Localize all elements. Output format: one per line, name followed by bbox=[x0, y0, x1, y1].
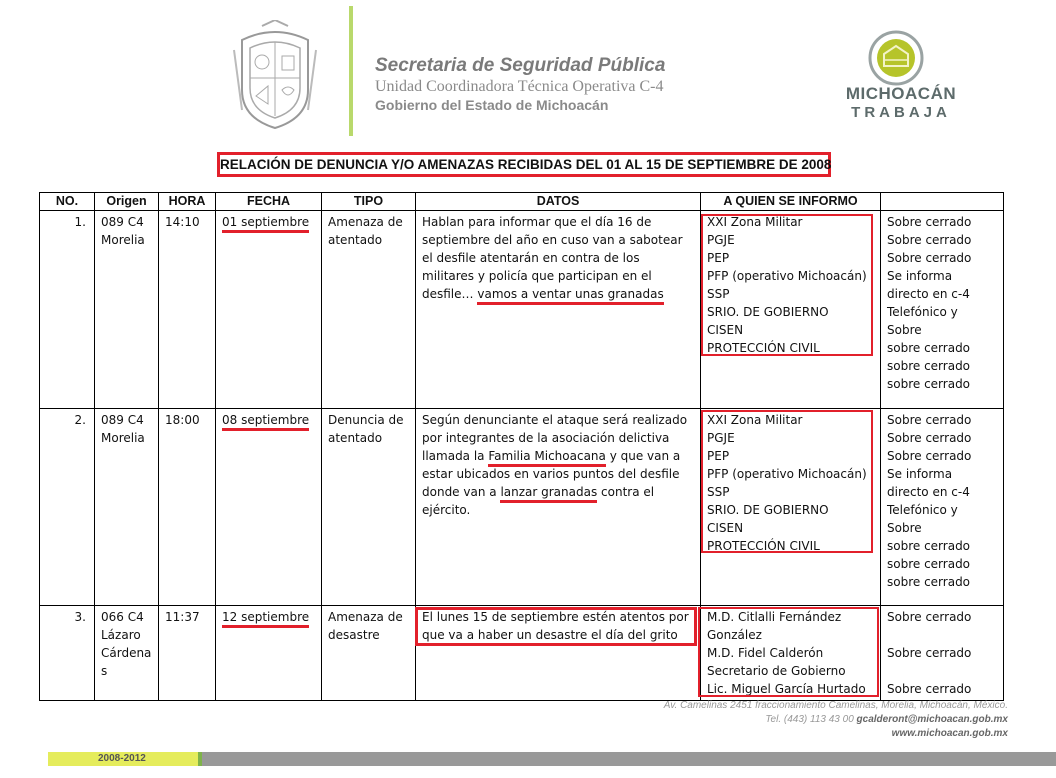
footer-address: Av. Camelinas 2451 fraccionamiento Camelinas, Morelia, Michoacán, México. bbox=[663, 700, 1008, 711]
row-number: 2. bbox=[40, 409, 95, 606]
datos-line: donde van a lanzar granadas contra el bbox=[422, 483, 694, 501]
estado-line: Telefónico y bbox=[887, 305, 958, 319]
informo-line: González bbox=[707, 628, 762, 642]
michoacan-trabaja-logo bbox=[836, 30, 966, 130]
informo-line: SRIO. DE GOBIERNO bbox=[707, 305, 829, 319]
highlight-box-datos-3 bbox=[415, 607, 697, 646]
state-coat-of-arms-icon bbox=[232, 20, 318, 132]
col-header-origen: Origen bbox=[95, 193, 159, 211]
org-unit: Unidad Coordinadora Técnica Operativa C-4 bbox=[375, 78, 664, 95]
datos-line: Hablan para informar que el día 16 de bbox=[422, 215, 652, 229]
informo-line: PEP bbox=[707, 251, 730, 265]
estado-line: Telefónico y bbox=[887, 503, 958, 517]
estado-line bbox=[887, 662, 997, 680]
informo-line: PROTECCIÓN CIVIL bbox=[707, 539, 820, 553]
informo-line: XXI Zona Militar bbox=[707, 215, 803, 229]
estado-line: Sobre cerrado bbox=[887, 610, 972, 624]
informo-line: PROTECCIÓN CIVIL bbox=[707, 341, 820, 355]
datos-line: septiembre del año en cuso van a sabotear bbox=[422, 233, 683, 247]
row-tipo: Amenaza de atentado bbox=[322, 211, 416, 409]
logo-slogan: TRABAJA bbox=[851, 104, 951, 121]
estado-line: Sobre cerrado bbox=[887, 431, 972, 445]
informo-line: XXI Zona Militar bbox=[707, 413, 803, 427]
informo-line: PEP bbox=[707, 449, 730, 463]
datos-line: por integrantes de la asociación delictiva bbox=[422, 431, 670, 445]
informo-line: SSP bbox=[707, 287, 730, 301]
row-tipo: Denuncia de atentado bbox=[322, 409, 416, 606]
row-estado bbox=[881, 606, 1004, 701]
org-name: Secretaria de Seguridad Pública bbox=[375, 55, 666, 76]
row-fecha bbox=[216, 409, 322, 606]
informo-line: M.D. Citlalli Fernández bbox=[707, 610, 842, 624]
estado-line: Sobre bbox=[887, 521, 922, 535]
informo-line: PGJE bbox=[707, 233, 735, 247]
datos-line: Según denunciante el ataque será realizado bbox=[422, 413, 688, 427]
row-fecha bbox=[216, 211, 322, 409]
fecha-underlined: 12 septiembre bbox=[222, 610, 309, 628]
datos-line: llamada la Familia Michoacana y que van a bbox=[422, 447, 694, 465]
report-title: RELACIÓN DE DENUNCIA Y/O AMENAZAS RECIBIDAS DEL 01 AL 15 DE SEPTIEMBRE DE 2008 bbox=[217, 152, 831, 177]
estado-line: Sobre cerrado bbox=[887, 233, 972, 247]
estado-line: Sobre bbox=[887, 323, 922, 337]
informo-line: PGJE bbox=[707, 431, 735, 445]
row-hora: 11:37 bbox=[159, 606, 216, 701]
informo-line: SSP bbox=[707, 485, 730, 499]
estado-line: sobre cerrado bbox=[887, 359, 971, 373]
row-origen: 066 C4 Lázaro Cárdenas bbox=[95, 606, 159, 701]
header-divider bbox=[349, 6, 353, 136]
estado-line: Sobre cerrado bbox=[887, 413, 972, 427]
col-header-datos: DATOS bbox=[416, 193, 701, 211]
estado-line: Sobre cerrado bbox=[887, 682, 972, 696]
estado-line: sobre cerrado bbox=[887, 539, 971, 553]
estado-line: Se informa bbox=[887, 467, 953, 481]
highlight-box-informo-1 bbox=[701, 214, 873, 356]
footer-contact bbox=[664, 699, 1008, 741]
col-header-no: NO. bbox=[40, 193, 95, 211]
datos-underlined: lanzar granadas bbox=[500, 485, 597, 503]
row-datos bbox=[416, 211, 701, 409]
row-number: 1. bbox=[40, 211, 95, 409]
row-estado bbox=[881, 211, 1004, 409]
row-origen: 089 C4 Morelia bbox=[95, 409, 159, 606]
datos-line: estar ubicados en varios puntos del desfile bbox=[422, 467, 680, 481]
estado-line: Sobre cerrado bbox=[887, 646, 972, 660]
col-header-informo: A QUIEN SE INFORMO bbox=[701, 193, 881, 211]
estado-line: Sobre cerrado bbox=[887, 215, 972, 229]
row-hora: 14:10 bbox=[159, 211, 216, 409]
estado-line: Sobre cerrado bbox=[887, 251, 972, 265]
informo-line: CISEN bbox=[707, 521, 744, 535]
row-estado bbox=[881, 409, 1004, 606]
informo-line: M.D. Fidel Calderón bbox=[707, 646, 824, 660]
row-number: 3. bbox=[40, 606, 95, 701]
col-header-hora: HORA bbox=[159, 193, 216, 211]
datos-line: El lunes 15 de septiembre estén atentos por bbox=[422, 610, 689, 624]
logo-name: MICHOACÁN bbox=[845, 84, 957, 103]
fecha-underlined: 08 septiembre bbox=[222, 413, 309, 431]
fecha-underlined: 01 septiembre bbox=[222, 215, 309, 233]
estado-line: directo en c-4 bbox=[887, 287, 970, 301]
estado-line: sobre cerrado bbox=[887, 341, 971, 355]
col-header-tipo: TIPO bbox=[322, 193, 416, 211]
row-fecha bbox=[216, 606, 322, 701]
row-datos bbox=[416, 409, 701, 606]
datos-line: ejército. bbox=[422, 503, 471, 517]
datos-line: que va a haber un desastre el día del grito bbox=[422, 628, 678, 642]
datos-line: el desfile atentarán en contra de los bbox=[422, 251, 640, 265]
informo-line: PFP (operativo Michoacán) bbox=[707, 269, 867, 283]
row-tipo: Amenaza de desastre bbox=[322, 606, 416, 701]
estado-line bbox=[887, 626, 997, 644]
estado-line: sobre cerrado bbox=[887, 557, 971, 571]
table-header-row bbox=[40, 193, 1004, 211]
highlight-box-informo-3 bbox=[698, 607, 879, 697]
michoacan-badge-icon bbox=[868, 30, 924, 86]
footer-web: www.michoacan.gob.mx bbox=[891, 728, 1008, 739]
estado-line: sobre cerrado bbox=[887, 575, 971, 589]
informo-line: SRIO. DE GOBIERNO bbox=[707, 503, 829, 517]
estado-line: directo en c-4 bbox=[887, 485, 970, 499]
informo-line: CISEN bbox=[707, 323, 744, 337]
informo-line: Lic. Miguel García Hurtado bbox=[707, 682, 866, 696]
datos-underlined: Familia Michoacana bbox=[488, 449, 606, 467]
estado-line: sobre cerrado bbox=[887, 377, 971, 391]
datos-line: militares y policía que participan en el bbox=[422, 269, 652, 283]
highlight-box-informo-2 bbox=[701, 410, 873, 553]
col-header-estado bbox=[881, 193, 1004, 211]
row-origen: 089 C4 Morelia bbox=[95, 211, 159, 409]
datos-line: desfile… vamos a ventar unas granadas bbox=[422, 285, 694, 303]
datos-underlined: vamos a ventar unas granadas bbox=[477, 287, 663, 305]
row-hora: 18:00 bbox=[159, 409, 216, 606]
col-header-fecha: FECHA bbox=[216, 193, 322, 211]
footer-phone-email: Tel. (443) 113 43 00 gcalderont@michoacan.gob.mx bbox=[765, 714, 1008, 725]
footer-period: 2008-2012 bbox=[98, 753, 146, 764]
informo-line: Secretario de Gobierno bbox=[707, 664, 846, 678]
footer-bar-gray bbox=[202, 752, 1056, 766]
org-government: Gobierno del Estado de Michoacán bbox=[375, 97, 609, 113]
estado-line: Se informa bbox=[887, 269, 953, 283]
estado-line: Sobre cerrado bbox=[887, 449, 972, 463]
informo-line: PFP (operativo Michoacán) bbox=[707, 467, 867, 481]
